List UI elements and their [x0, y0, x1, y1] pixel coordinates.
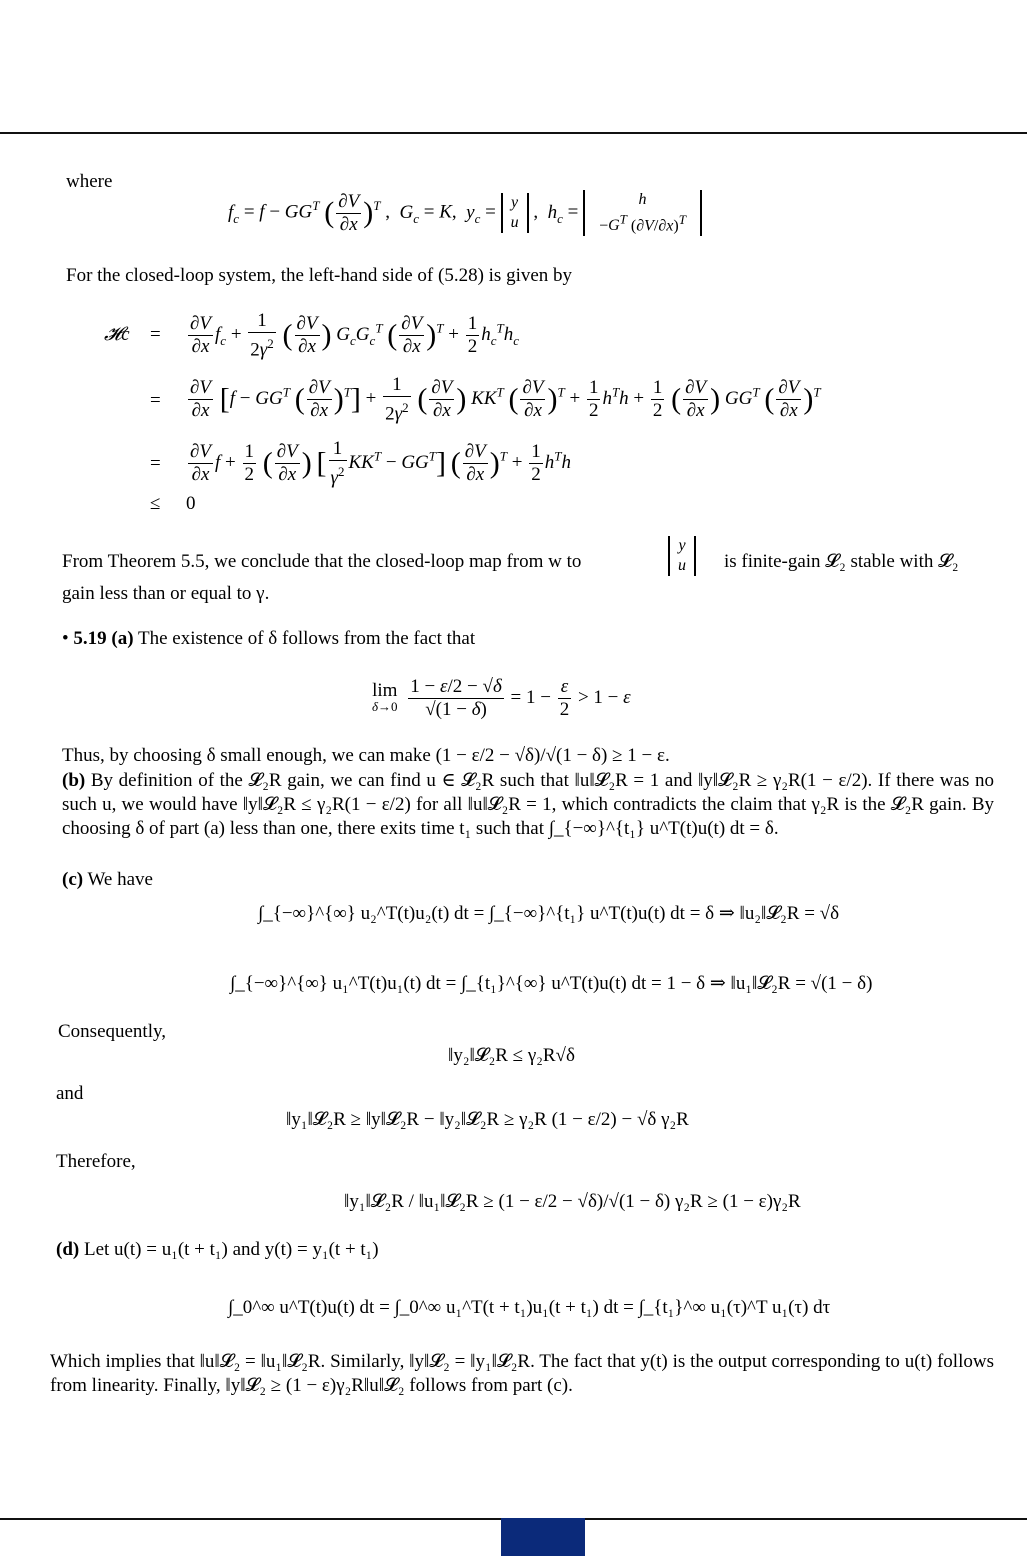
theorem-text-b: is finite-gain 𝓛₂ stable with 𝓛₂	[724, 551, 959, 572]
part-d-heading	[56, 1238, 379, 1262]
hc-relation-4: ≤	[150, 493, 161, 514]
hc-line-4: 0	[186, 493, 196, 514]
closed-loop-intro: For the closed-loop system, the left-hand side of (5.28) is given by	[66, 265, 573, 286]
header-rule	[0, 132, 1027, 134]
where-label: where	[66, 171, 113, 192]
and-equation: ‖y₁‖𝓛₂R ≥ ‖y‖𝓛₂R − ‖y₂‖𝓛₂R ≥ γ₂R (1 − ε/2) − √δ γ₂R	[286, 1109, 689, 1130]
hc-relation-2: =	[150, 390, 161, 411]
part-a-conclusion: Thus, by choosing δ small enough, we can make (1 − ε/2 − √δ)/√(1 − δ) ≥ 1 − ε.	[62, 745, 670, 766]
part-c-label: (c)	[62, 869, 84, 890]
c-equation-2: ∫_{−∞}^{∞} u₁^T(t)u₁(t) dt = ∫_{t₁}^{∞} u^T(t)u(t) dt = 1 − δ ⇒ ‖u₁‖𝓛₂R = √(1 − δ)	[230, 973, 873, 994]
therefore-equation: ‖y₁‖𝓛₂R / ‖u₁‖𝓛₂R ≥ (1 − ε/2 − √δ)/√(1 − δ) γ₂R ≥ (1 − ε)γ₂R	[344, 1191, 801, 1212]
and-label: and	[56, 1083, 84, 1104]
theorem-text-a: From Theorem 5.5, we conclude that the closed-loop map from w to	[62, 551, 582, 572]
fc-equation: $f_c = f - GG^T$ ( $\frac{\partial V}{\partial x}$ )$^T$ , $G_c = K$, $y_c = y$ u , $h_c = h$ $-G^T$ $(\partial V/\partial x)^T$	[228, 190, 702, 236]
bullet: •	[62, 628, 69, 649]
c-equation-1: ∫_{−∞}^{∞} u₂^T(t)u₂(t) dt = ∫_{−∞}^{t₁} u^T(t)u(t) dt = δ ⇒ ‖u₂‖𝓛₂R = √δ	[258, 903, 840, 924]
page-number-block	[501, 1518, 585, 1556]
limit-equation: lim δ→0 $\frac{1 - \varepsilon/2 - √\delta}{√(1 - \delta)}$ = 1 − $\frac{\varepsilon}{2}$ > 1 − ε	[372, 676, 631, 720]
part-b-paragraph	[62, 769, 994, 841]
part-d-label: (d)	[56, 1239, 80, 1260]
hc-line-2: $\frac{\partial V}{\partial x}$ [$f - GG^T$ ( $\frac{\partial V}{\partial x}$ )$^T$] + $\frac{1}{2\gamma^2}$ ( $\frac{\partial V}{\partial x}$ ) $KK^T$ ( $\frac{\partial V}{\partial x}$ )$^T$ + $\frac{1}{2}$ $h^Th$ + $\frac{1}{2}$ ( $\frac{\partial V}{\partial x}$ ) $GG^T$ ( $\frac{\partial V}{\partial x}$ )$^T$	[190, 374, 821, 425]
therefore-label: Therefore,	[56, 1151, 136, 1172]
yu-vector: y u	[668, 536, 696, 576]
part-a-label: (a)	[111, 628, 134, 649]
part-b-text: By definition of the 𝓛₂R gain, we can find u ∈ 𝓛₂R such that ‖u‖𝓛₂R = 1 and ‖y‖𝓛₂R ≥ γ₂R(1 − ε/2). If there was no such u, we would have ‖y‖𝓛₂R ≤ γ₂R(1 − ε/2) for all ‖u‖𝓛₂R = 1, which contradicts the claim that γ₂R is the 𝓛₂R gain. By choosing δ of part (a) less than one, there exits time t₁ such that ∫_{−∞}^{t₁} u^T(t)u(t) dt = δ.	[62, 770, 994, 839]
hc-line-1: $\frac{\partial V}{\partial x}$ $f_c$ + $\frac{1}{2\gamma^2}$ ( $\frac{\partial V}{\partial x}$ ) $G_cG_c^T$ ( $\frac{\partial V}{\partial x}$ )$^T$ + $\frac{1}{2}$ $h_c^Th_c$	[190, 310, 520, 361]
consequently-label: Consequently,	[58, 1021, 167, 1042]
theorem-text-2: gain less than or equal to γ.	[62, 583, 270, 604]
part-b-label: (b)	[62, 770, 86, 791]
hc-line-3: $\frac{\partial V}{\partial x}$ f + $\frac{1}{2}$ ( $\frac{\partial V}{\partial x}$ ) [ $\frac{1}{\gamma^2}$ $KK^T - GG^T$] ( $\frac{\partial V}{\partial x}$ )$^T$ + $\frac{1}{2}$ $h^Th$	[190, 438, 571, 489]
hc-symbol: 𝓗c	[104, 324, 130, 345]
part-d-text: Let u(t) = u₁(t + t₁) and y(t) = y₁(t + t₁)	[83, 1239, 379, 1260]
d-equation: ∫_0^∞ u^T(t)u(t) dt = ∫_0^∞ u₁^T(t + t₁)u₁(t + t₁) dt = ∫_{t₁}^∞ u₁(τ)^T u₁(τ) dτ	[228, 1297, 831, 1318]
hc-relation-1: =	[150, 324, 161, 345]
problem-heading	[62, 627, 475, 651]
part-a-text: The existence of δ follows from the fact that	[137, 628, 476, 649]
part-c-heading	[62, 868, 153, 892]
part-c-text: We have	[87, 869, 153, 890]
consequently-equation: ‖y₂‖𝓛₂R ≤ γ₂R√δ	[448, 1045, 575, 1066]
final-paragraph: Which implies that ‖u‖𝓛₂ = ‖u₁‖𝓛₂R. Similarly, ‖y‖𝓛₂ = ‖y₁‖𝓛₂R. The fact that y(t) is the output corresponding to u(t) follows from linearity. Finally, ‖y‖𝓛₂ ≥ (1 − ε)γ₂R‖u‖𝓛₂ follows from part (c).	[50, 1351, 994, 1396]
hc-relation-3: =	[150, 453, 161, 474]
problem-number: 5.19	[73, 628, 107, 649]
